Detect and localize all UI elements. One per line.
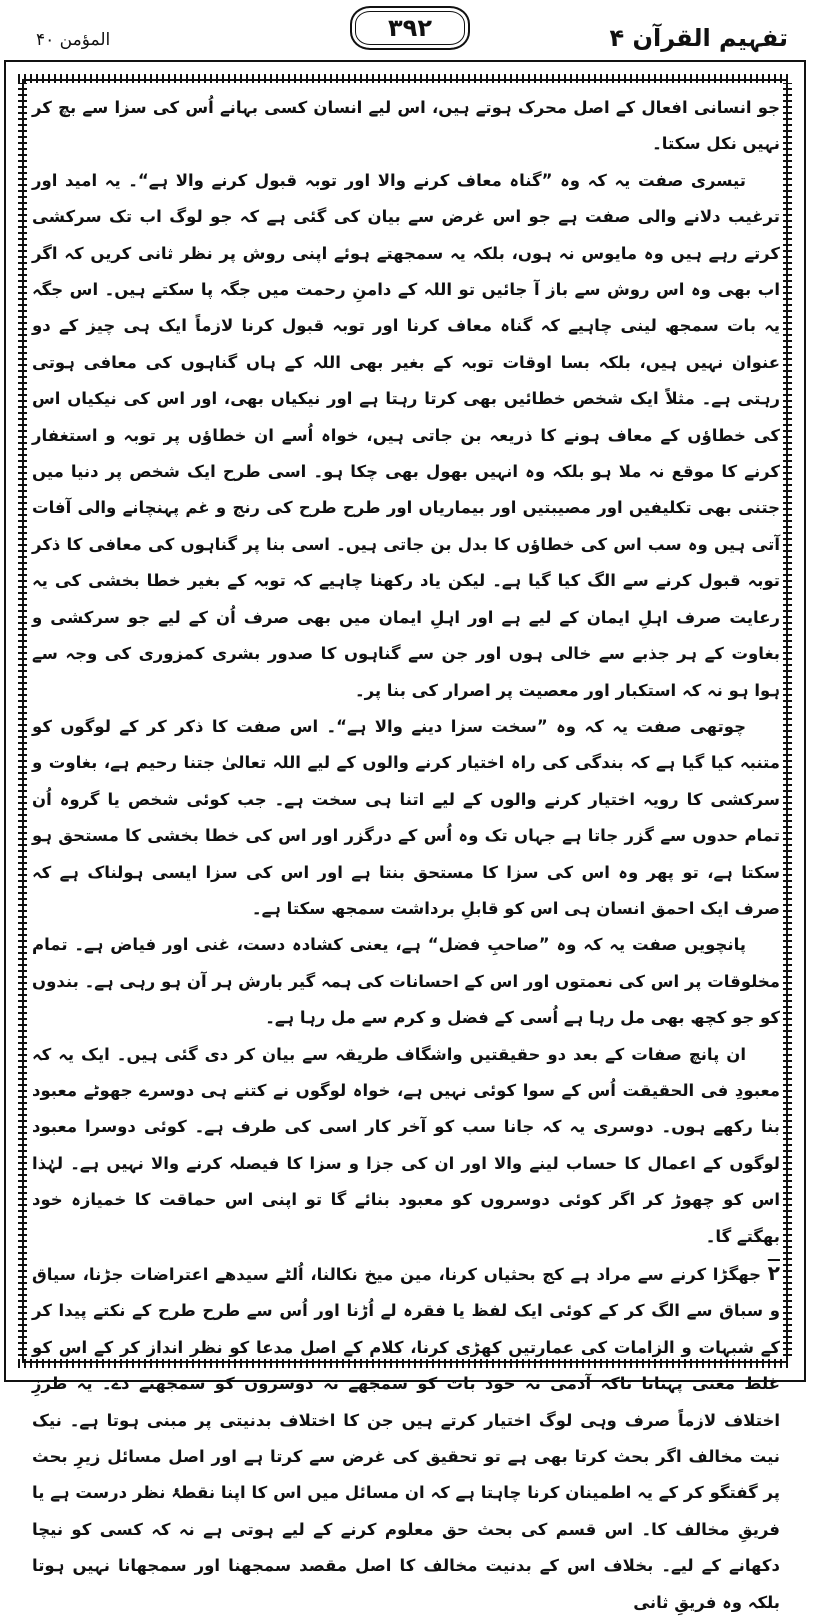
page-header (0, 0, 816, 62)
book-title: تفہیم القرآن ۴ (609, 24, 788, 52)
paragraph: تیسری صفت یہ کہ وہ ”گناہ معاف کرنے والا اور توبہ قبول کرنے والا ہے“۔ یہ امید اور ترغیب دلانے والی صفت ہے جو اس غرض سے بیان کی گئی ہے کہ جو لوگ اب تک سرکشی کرتے رہے ہیں وہ مایوس نہ ہوں، بلکہ یہ سمجھتے ہوئے اپنی روش پر نظر ثانی کریں کہ اگر اب بھی وہ اس روش سے باز آ جائیں تو اللہ کے دامنِ رحمت میں جگہ پا سکتے ہیں۔ اس جگہ یہ بات سمجھ لینی چاہیے کہ گناہ معاف کرنا اور توبہ قبول کرنا لازماً ایک ہی چیز کے دو عنوان نہیں ہیں، بلکہ بسا اوقات توبہ کے بغیر بھی اللہ کے ہاں گناہوں کی معافی ہوتی رہتی ہے۔ مثلاً ایک شخص خطائیں بھی کرتا رہتا ہے اور نیکیاں بھی، اور اس کی نیکیاں اس کی خطاؤں کے معاف ہونے کا ذریعہ بن جاتی ہیں، خواہ اُسے ان خطاؤں پر توبہ و استغفار کرنے کا موقع نہ ملا ہو بلکہ وہ انہیں بھول بھی چکا ہو۔ اسی طرح ایک شخص پر دنیا میں جتنی بھی تکلیفیں اور مصیبتیں اور بیماریاں اور طرح طرح کی رنج و غم پہنچانے والی آفات آتی ہیں وہ سب اس کی خطاؤں کا بدل بن جاتی ہیں۔ اسی بنا پر گناہوں کی معافی کا ذکر توبہ قبول کرنے سے الگ کیا گیا ہے۔ لیکن یاد رکھنا چاہیے کہ توبہ کے بغیر خطا بخشی کی یہ رعایت صرف اہلِ ایمان کے لیے ہے اور اہلِ ایمان میں بھی صرف اُن کے لیے جو سرکشی و بغاوت کے ہر جذبے سے خالی ہوں اور جن سے گناہوں کا صدور بشری کمزوری کی وجہ سے ہوا ہو نہ کہ استکبار اور معصیت پر اصرار کی بنا پر۔ (32, 170, 780, 700)
paragraph: پانچویں صفت یہ کہ وہ ”صاحبِ فضل“ ہے، یعنی کشادہ دست، غنی اور فیاض ہے۔ تمام مخلوقات پر اس کی نعمتوں اور اس کے احسانات کی ہمہ گیر بارش ہر آن ہو رہی ہے۔ بندوں کو جو کچھ بھی مل رہا ہے اُسی کے فضل و کرم سے مل رہا ہے۔ (32, 935, 780, 1028)
page-number: ۳۹۲ (388, 14, 432, 42)
footnote-marker: ۲ (767, 1261, 780, 1285)
footnote-paragraph (32, 1255, 780, 1621)
paragraph: چوتھی صفت یہ کہ وہ ”سخت سزا دینے والا ہے“۔ اس صفت کا ذکر کر کے لوگوں کو متنبہ کیا گیا ہے کہ بندگی کی راہ اختیار کرنے والوں کے لیے اللہ تعالیٰ جتنا رحیم ہے، بغاوت و سرکشی کا رویہ اختیار کرنے والوں کے لیے اتنا ہی سخت ہے۔ جب کوئی شخص یا گروہ اُن تمام حدوں سے گزر جاتا ہے جہاں تک وہ اُس کے درگزر اور اس کی خطا بخشی کا مستحق ہو سکتا ہے، تو پھر وہ اس کی سزا کا مستحق بنتا ہے اور اس کی سزا ایسی ہولناک ہے کہ صرف ایک احمق انسان ہی اس کو قابلِ برداشت سمجھ سکتا ہے۔ (32, 716, 780, 918)
page-body (32, 90, 780, 1612)
paragraph: ان پانچ صفات کے بعد دو حقیقتیں واشگاف طریقہ سے بیان کر دی گئی ہیں۔ ایک یہ کہ معبودِ فی الحقیقت اُس کے سوا کوئی نہیں ہے، خواہ لوگوں نے کتنے ہی دوسرے جھوٹے معبود بنا رکھے ہوں۔ دوسری یہ کہ جانا سب کو آخر کار اسی کی طرف ہے۔ کوئی دوسرا معبود لوگوں کے اعمال کا حساب لینے والا اور ان کی جزا و سزا کا فیصلہ کرنے والا نہیں ہے۔ لہٰذا اس کو چھوڑ کر اگر کوئی دوسروں کو معبود بنائے گا تو اپنی اس حماقت کا خمیازہ خود بھگتے گا۔ (32, 1044, 780, 1246)
footnote-text: جھگڑا کرنے سے مراد ہے کج بحثیاں کرنا، مین میخ نکالنا، اُلٹے سیدھے اعتراضات جڑنا، سیاق و سباق سے الگ کر کے کوئی ایک لفظ یا فقرہ لے اُڑنا اور اُس سے طرح طرح کے نکتے پیدا کر کے شبہات و الزامات کی عمارتیں کھڑی کرنا، کلام کے اصل مدعا کو نظر انداز کر کے اس کو غلط معنی پہنانا تاکہ آدمی نہ خود بات کو سمجھے نہ دوسروں کو سمجھنے دے۔ یہ طرزِ اختلاف لازماً صرف وہی لوگ اختیار کرتے ہیں جن کا اختلاف بدنیتی پر مبنی ہوتا ہے۔ نیک نیت مخالف اگر بحث کرتا بھی ہے تو تحقیق کی غرض سے کرتا ہے اور اصل مسائل زیرِ بحث پر گفتگو کر کے یہ اطمینان کرنا چاہتا ہے کہ ان مسائل میں اس کا اپنا نقطۂ نظر درست ہے یا فریقِ مخالف کا۔ اس قسم کی بحث حق معلوم کرنے کے لیے ہوتی ہے نہ کہ کسی کو نیچا دکھانے کے لیے۔ بخلاف اس کے بدنیت مخالف کا اصل مقصد سمجھنا اور سمجھانا نہیں ہوتا بلکہ وہ فریقِ ثانی (32, 1265, 780, 1612)
page-number-badge (350, 6, 470, 50)
paragraph: جو انسانی افعال کے اصل محرک ہوتے ہیں، اس لیے انسان کسی بہانے اُس کی سزا سے بچ کر نہیں نکل سکتا۔ (32, 98, 780, 154)
surah-reference: المؤمن ۴۰ (36, 30, 111, 50)
